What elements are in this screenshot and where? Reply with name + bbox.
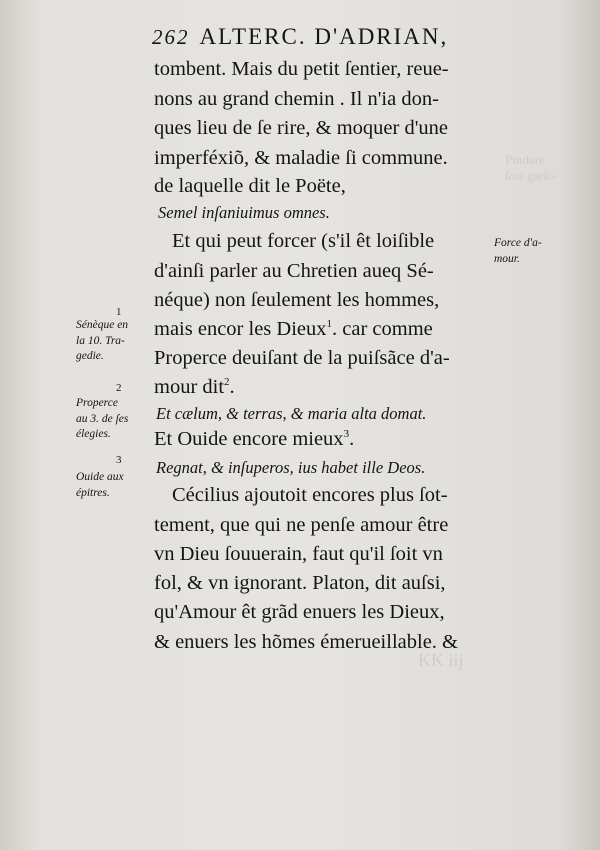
text-line: d'ainſi parler au Chretien aueq Sé-	[154, 260, 434, 282]
note-reference: 2	[224, 376, 230, 389]
text-fragment: .	[229, 376, 235, 398]
marginal-note-right	[494, 238, 542, 265]
marginal-note-number: 3	[116, 454, 122, 466]
page-number: 262	[152, 25, 190, 49]
text-line: nons au grand chemin . Il n'ia don-	[154, 88, 439, 110]
note-line: Force d'a-	[494, 237, 542, 249]
text-line: de laquelle dit le Poëte,	[154, 175, 346, 197]
text-line: ques lieu de ſe rire, & moquer d'une	[154, 117, 449, 139]
text-line	[154, 376, 235, 399]
note-line: élegies.	[76, 428, 111, 440]
note-line: Sénèque en	[76, 319, 129, 331]
bleed-through-word: ſois garſo-	[505, 168, 559, 183]
text-line: qu'Amour êt grãd enuers les Dieux,	[154, 601, 445, 623]
note-reference: 1	[326, 318, 332, 331]
text-line	[154, 318, 433, 341]
text-line: Cécilius ajoutoit encores plus ſot-	[172, 484, 448, 506]
note-line: mour.	[494, 252, 520, 265]
text-fragment: . car comme	[332, 318, 433, 340]
text-line: fol, & vn ignorant. Platon, dit auſsi,	[154, 572, 446, 594]
marginal-note-left	[76, 398, 128, 441]
text-line: Properce deuiſant de la puiſsãce d'a-	[154, 347, 450, 369]
bleed-through-word: Pindare	[505, 152, 545, 167]
text-line: & enuers les hõmes émerueillable. &	[154, 631, 458, 653]
quotation-line: Et cælum, & terras, & maria alta domat.	[156, 404, 427, 423]
note-line: au 3. de ſes	[76, 412, 129, 425]
note-line: Properce	[76, 397, 118, 409]
running-title: ALTERC. D'ADRIAN,	[199, 24, 449, 49]
text-line: tement, que qui ne penſe amour être	[154, 514, 449, 536]
running-header	[152, 24, 448, 50]
text-fragment: .	[349, 428, 355, 450]
text-fragment: mour dit	[154, 376, 225, 398]
text-fragment: Et Ouide encore mieux	[154, 428, 344, 450]
note-line: épitres.	[76, 486, 110, 499]
marginal-note-number: 2	[116, 382, 122, 394]
bleed-through-signature: KK iij	[418, 650, 464, 670]
quotation-line: Regnat, & inſuperos, ius habet ille Deos.	[156, 458, 426, 477]
text-line: tombent. Mais du petit ſentier, reue-	[154, 58, 449, 80]
text-fragment: mais encor les Dieux	[154, 318, 327, 340]
text-line	[154, 428, 354, 451]
note-line: gedie.	[76, 350, 104, 362]
note-line: Ouide aux	[76, 471, 124, 483]
quotation-line: Semel inſaniuimus omnes.	[158, 203, 330, 222]
marginal-note-left	[76, 472, 124, 499]
text-line: néque) non ſeulement les hommes,	[154, 289, 440, 311]
note-reference: 3	[343, 428, 350, 441]
marginal-note-number: 1	[116, 306, 122, 318]
text-line: vn Dieu ſouuerain, faut qu'il ſoit vn	[154, 543, 443, 565]
note-line: la 10. Tra-	[76, 334, 125, 347]
text-line: Et qui peut forcer (s'il êt loiſible	[172, 230, 435, 252]
text-line: imperféxiõ, & maladie ſi commune.	[154, 147, 448, 169]
marginal-note-left	[76, 320, 128, 363]
